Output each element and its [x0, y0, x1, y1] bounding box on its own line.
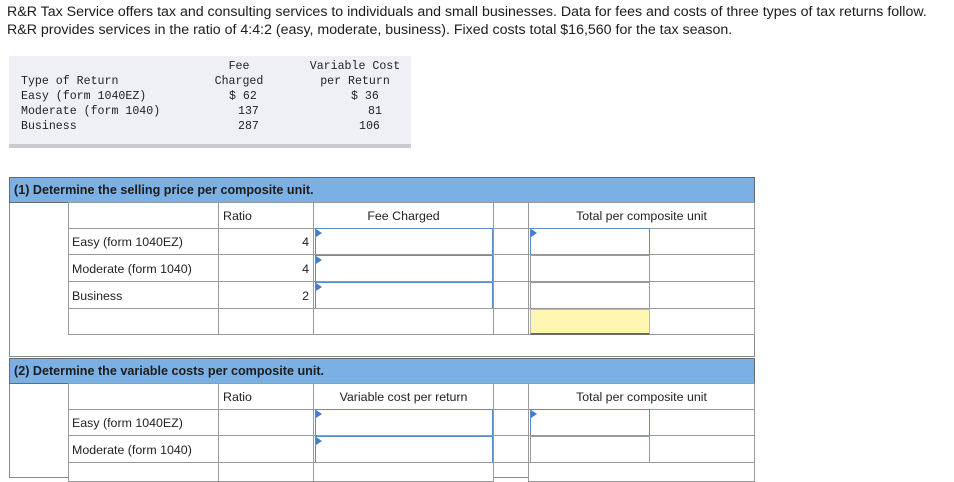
part1-total-field-moderate[interactable]	[530, 255, 650, 282]
part2-row-label: Easy (form 1040EZ)	[72, 416, 183, 430]
part1-composite-total-input[interactable]	[530, 309, 650, 335]
header-fee-line2: Charged	[214, 75, 264, 88]
header-fee-line1: Fee	[228, 60, 250, 73]
part1-total-row-spacer	[493, 308, 529, 335]
problem-statement: R&R Tax Service offers tax and consulting services to individuals and small businesses. Data for fees and costs of three types of tax returns follow. R&R provides services in the ratio of 4:4:2 (easy, moderate, business). Fixed costs total $16,560 for the tax season.	[7, 4, 927, 38]
part1-header-blank	[68, 202, 219, 229]
given-row-fee: $ 62	[229, 90, 257, 103]
part2-total-input-easy[interactable]	[530, 409, 650, 436]
part2-total-field-moderate[interactable]	[530, 436, 650, 463]
part1-col-total: Total per composite unit	[576, 209, 707, 223]
part1-row-label: Business	[72, 289, 123, 303]
part1-row-label: Moderate (form 1040)	[72, 262, 192, 276]
part2-total-cell	[528, 462, 755, 482]
part2-var-input-easy[interactable]	[315, 409, 493, 436]
given-row-var: $ 36	[351, 90, 379, 103]
given-row-type: Moderate (form 1040)	[21, 105, 161, 118]
given-row-fee: 137	[238, 105, 259, 118]
part2-col-total: Total per composite unit	[576, 390, 707, 404]
part1-ratio-value: 4	[302, 235, 309, 249]
part1-total-row-fee	[313, 308, 494, 335]
part2-row-label-cell	[68, 462, 219, 482]
part2-row-label: Moderate (form 1040)	[72, 443, 192, 457]
part1-ratio-value: 4	[302, 262, 309, 276]
part1-title: (1) Determine the selling price per composite unit.	[9, 177, 755, 203]
part1-spacer	[493, 254, 529, 282]
part1-col-ratio: Ratio	[223, 209, 252, 223]
given-row-var: 106	[359, 120, 380, 133]
part2-header-ratio-cell	[218, 383, 314, 410]
part1-ratio-value: 2	[302, 289, 309, 303]
part1-header-fee-cell	[313, 202, 494, 229]
part2-var-cell	[313, 462, 494, 482]
part1-total-row-ratio	[218, 308, 314, 335]
part1-header-total-cell	[528, 202, 755, 229]
given-row-var: 81	[368, 105, 382, 118]
part2-ratio-cell	[218, 409, 314, 436]
part1-fee-input-moderate[interactable]	[315, 255, 493, 282]
header-var-line2: per Return	[320, 75, 390, 88]
part2-col-ratio: Ratio	[223, 390, 252, 404]
given-data-table	[9, 56, 411, 148]
given-row-type: Business	[21, 120, 77, 133]
part2-ratio-cell	[218, 462, 314, 482]
part2-header-total-cell	[528, 383, 755, 410]
part1-header-spacer	[493, 202, 529, 229]
part1-row-label-cell	[68, 254, 219, 282]
part2-header-var-cell	[313, 383, 494, 410]
part1-spacer	[493, 228, 529, 255]
part1-total-input-easy[interactable]	[530, 228, 650, 255]
part1-fee-input-easy[interactable]	[315, 228, 493, 255]
part1-header-ratio-cell	[218, 202, 314, 229]
part2-header-spacer	[493, 383, 529, 410]
part2-header-blank	[68, 383, 219, 410]
given-row-fee: 287	[238, 120, 259, 133]
given-row-type: Easy (form 1040EZ)	[21, 90, 147, 103]
header-var-line1: Variable Cost	[309, 60, 401, 73]
part2-ratio-cell	[218, 435, 314, 463]
part2-spacer	[493, 409, 529, 436]
header-type: Type of Return	[21, 75, 119, 88]
part1-ratio-cell	[218, 228, 314, 255]
part1-row-label-cell	[68, 281, 219, 309]
part1-row-label-cell	[68, 228, 219, 255]
part1-row-label: Easy (form 1040EZ)	[72, 235, 183, 249]
part2-row-label-cell	[68, 435, 219, 463]
part1-total-field-business[interactable]	[530, 282, 650, 309]
part1-spacer	[493, 281, 529, 309]
part1-col-fee: Fee Charged	[367, 209, 440, 223]
part1-fee-input-business[interactable]	[315, 282, 493, 309]
part1-ratio-cell	[218, 281, 314, 309]
part2-var-input-moderate[interactable]	[315, 436, 493, 463]
part1-ratio-cell	[218, 254, 314, 282]
part1-total-row-label	[68, 308, 219, 335]
part2-row-label-cell	[68, 409, 219, 436]
part2-col-var: Variable cost per return	[339, 390, 468, 404]
part2-title: (2) Determine the variable costs per composite unit.	[9, 358, 755, 384]
part2-spacer	[493, 435, 529, 463]
